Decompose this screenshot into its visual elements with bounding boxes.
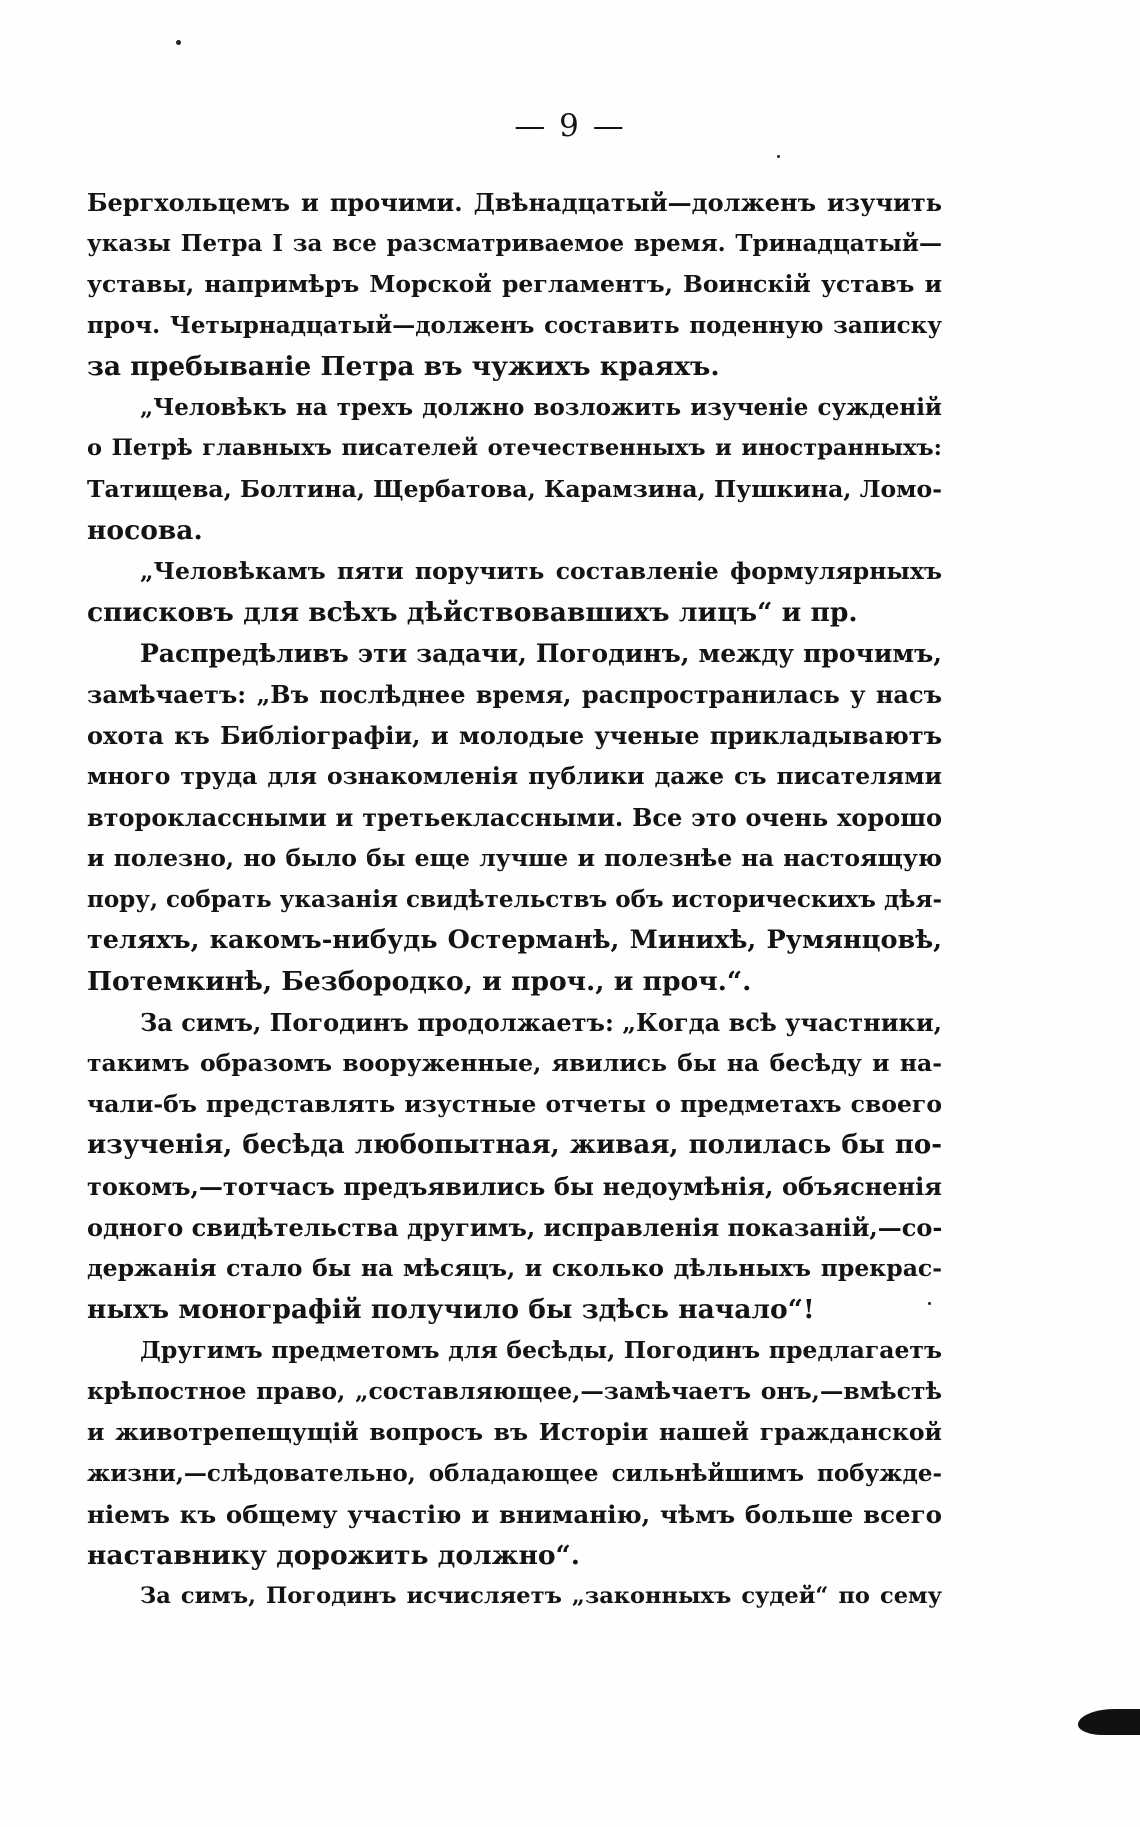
- text-line: много труда для ознакомленія публики даже съ писателями: [87, 762, 942, 790]
- text-line: охота къ Библіографіи, и молодые ученые прикладываютъ: [87, 721, 942, 750]
- text-line: токомъ,—тотчасъ предъявились бы недоумѣнія, объясненія: [87, 1172, 942, 1201]
- text-line: носова.: [87, 515, 203, 546]
- ink-speck: [777, 155, 780, 158]
- text-line: чали-бъ представлять изустные отчеты о предметахъ своего: [87, 1090, 942, 1118]
- text-line: о Петрѣ главныхъ писателей отечественныхъ и иностранныхъ:: [87, 435, 942, 461]
- text-line: ніемъ къ общему участію и вниманію, чѣмъ больше всего: [87, 1500, 942, 1529]
- text-line: и полезно, но было бы еще лучше и полезнѣе на настоящую: [87, 844, 942, 872]
- text-line: ныхъ монографій получило бы здѣсь начало“!: [87, 1294, 815, 1325]
- text-line: „Человѣкъ на трехъ должно возложить изученіе сужденій: [140, 394, 942, 421]
- text-line: указы Петра I за все разсматриваемое время. Тринадцатый—: [87, 230, 942, 257]
- text-line: второклассными и третьеклассными. Все это очень хорошо: [87, 803, 942, 832]
- text-line: крѣпостное право, „составляющее,—замѣчаетъ онъ,—вмѣстѣ: [87, 1377, 942, 1405]
- text-line: держанія стало бы на мѣсяцъ, и сколько дѣльныхъ прекрас-: [87, 1254, 942, 1282]
- text-line: пору, собрать указанія свидѣтельствъ объ историческихъ дѣя-: [87, 886, 942, 913]
- text-line: наставнику дорожить должно“.: [87, 1540, 580, 1571]
- text-line: замѣчаетъ: „Въ послѣднее время, распространилась у насъ: [87, 680, 942, 709]
- text-line: За симъ, Погодинъ исчисляетъ „законныхъ судей“ по сему: [140, 1583, 942, 1609]
- text-line: жизни,—слѣдовательно, обладающее сильнѣйшимъ побужде-: [87, 1460, 942, 1487]
- text-line: Бергхольцемъ и прочими. Двѣнадцатый—долженъ изучить: [87, 188, 942, 217]
- text-line: проч. Четырнадцатый—долженъ составить поденную записку: [87, 312, 942, 339]
- text-line: уставы, напримѣръ Морской регламентъ, Воинскій уставъ и: [87, 270, 942, 298]
- text-line: Другимъ предметомъ для бесѣды, Погодинъ предлагаетъ: [140, 1336, 942, 1364]
- text-line: за пребываніе Петра въ чужихъ краяхъ.: [87, 351, 720, 382]
- text-line: Распредѣливъ эти задачи, Погодинъ, между прочимъ,: [140, 639, 942, 668]
- text-line: изученія, бесѣда любопытная, живая, полилась бы по-: [87, 1130, 942, 1160]
- text-line: Татищева, Болтина, Щербатова, Карамзина, Пушкина, Ломо-: [87, 475, 942, 503]
- text-line: такимъ образомъ вооруженные, явились бы на бесѣду и на-: [87, 1049, 942, 1077]
- body-text: [87, 182, 942, 1617]
- text-line: За симъ, Погодинъ продолжаетъ: „Когда всѣ участники,: [140, 1008, 942, 1037]
- text-line: Потемкинѣ, Безбородко, и проч., и проч.“.: [87, 966, 752, 997]
- text-line: списковъ для всѣхъ дѣйствовавшихъ лицъ“ и пр.: [87, 597, 858, 628]
- text-line: одного свидѣтельства другимъ, исправленія показаній,—со-: [87, 1213, 942, 1242]
- text-line: теляхъ, какомъ-нибудь Остерманѣ, Минихѣ, Румянцовѣ,: [87, 925, 942, 955]
- ink-speck: [176, 40, 181, 45]
- page-number: — 9 —: [514, 108, 626, 144]
- text-line: и животрепещущій вопросъ въ Исторіи нашей гражданской: [87, 1418, 942, 1446]
- page-corner-blot: [1078, 1709, 1140, 1735]
- text-line: „Человѣкамъ пяти поручить составленіе формулярныхъ: [140, 557, 942, 585]
